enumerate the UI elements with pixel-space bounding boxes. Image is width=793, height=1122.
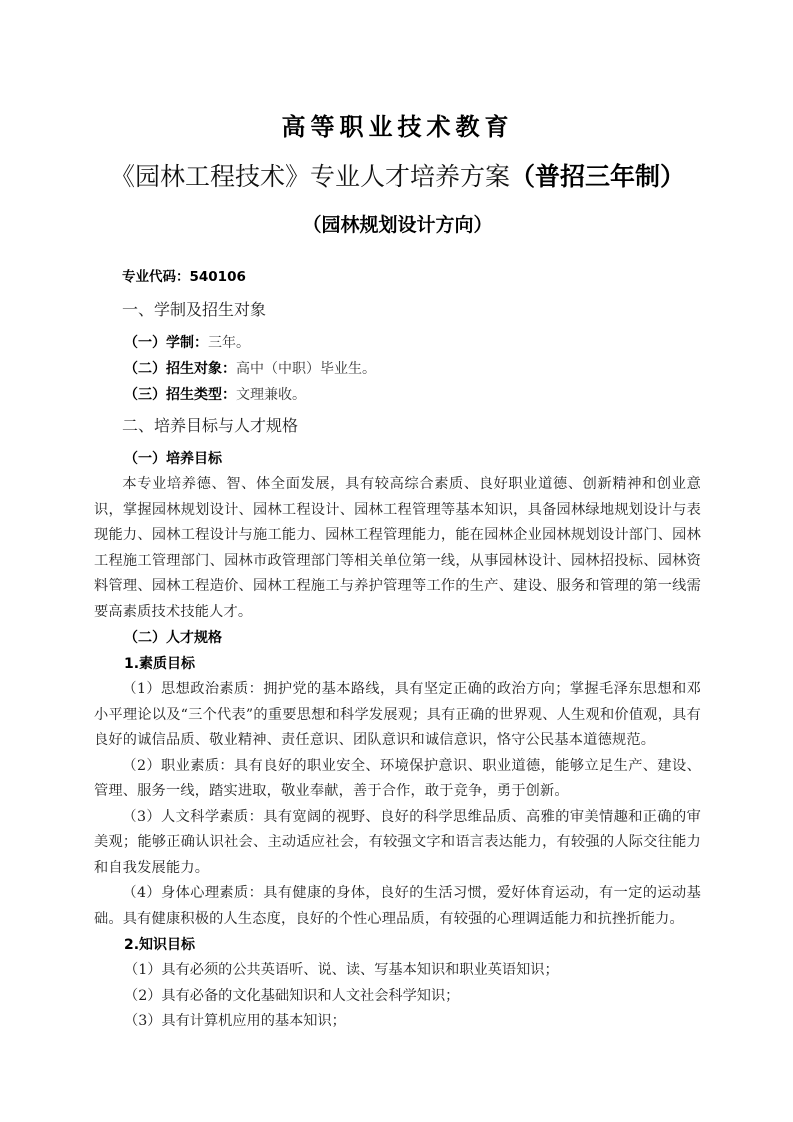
subtitle-program-name: 《园林工程技术》专业人才培养方案 bbox=[109, 162, 510, 191]
major-code bbox=[122, 266, 701, 288]
enrollment-item-target bbox=[124, 356, 701, 382]
quality-goal-physical: （4）身体心理素质：具有健康的身体，良好的生活习惯，爱好体育运动，有一定的运动基础。具有健康积极的人生态度，良好的个性心理品质，有较强的心理调适能力和抗挫折能力。 bbox=[94, 885, 701, 927]
major-code-value: 540106 bbox=[189, 269, 246, 285]
section-heading-1: 一、学制及招生对象 bbox=[122, 300, 267, 319]
training-goal-paragraph: 本专业培养德、智、体全面发展，具有较高综合素质、良好职业道德、创新精神和创业意识，掌握园林规划设计、园林工程设计、园林工程管理等基本知识，具备园林绿地规划设计与表现能力、园林工程设计与施工能力、园林工程管理能力，能在园林企业园林规划设计部门、园林工程施工管理部门、园林市政管理部门等相关单位第一线，从事园林设计、园林招投标、园林资料管理、园林工程造价、园林工程施工与养护管理等工作的生产、建设、服务和管理的第一线需要高素质技术技能人才。 bbox=[94, 476, 701, 620]
item-label: （一）学制： bbox=[124, 335, 208, 351]
subsection-heading-talent-spec: （二）人才规格 bbox=[124, 630, 222, 646]
quality-goal-political: （1）思想政治素质：拥护党的基本路线，具有坚定正确的政治方向；掌握毛泽东思想和邓小平理论以及“三个代表”的重要思想和科学发展观；具有正确的世界观、人生观和价值观，具有良好的诚信品质、敬业精神、责任意识、团队意识和诚信意识，恪守公民基本道德规范。 bbox=[94, 681, 701, 748]
document-page bbox=[94, 110, 701, 1035]
knowledge-goal-item: （1）具有必须的公共英语听、说、读、写基本知识和职业英语知识； bbox=[124, 962, 559, 978]
document-title: 高等职业技术教育 bbox=[281, 113, 514, 141]
document-direction: （园林规划设计方向） bbox=[302, 214, 493, 236]
section-heading-2: 二、培养目标与人才规格 bbox=[122, 416, 299, 435]
item-value: 三年。 bbox=[208, 335, 250, 351]
quality-goal-professional: （2）职业素质：具有良好的职业安全、环境保护意识、职业道德，能够立足生产、建设、管理、服务一线，踏实进取，敬业奉献，善于合作，敢于竞争，勇于创新。 bbox=[94, 757, 701, 799]
knowledge-goal-item: （3）具有计算机应用的基本知识； bbox=[124, 1013, 346, 1029]
enrollment-item-duration bbox=[124, 330, 701, 356]
item-label: （二）招生对象： bbox=[124, 361, 236, 377]
quality-goals-heading: 1.素质目标 bbox=[124, 656, 196, 672]
item-label: （三）招生类型： bbox=[124, 387, 236, 403]
knowledge-goals-heading: 2.知识目标 bbox=[124, 937, 196, 953]
subtitle-program-type: （普招三年制） bbox=[510, 162, 686, 191]
item-value: 文理兼收。 bbox=[236, 387, 306, 403]
knowledge-goal-item: （2）具有必备的文化基础知识和人文社会科学知识； bbox=[124, 987, 460, 1004]
subsection-heading-training-goal: （一）培养目标 bbox=[124, 451, 222, 467]
major-code-label: 专业代码： bbox=[122, 269, 190, 285]
item-value: 高中（中职）毕业生。 bbox=[236, 361, 376, 377]
document-subtitle bbox=[70, 160, 725, 194]
enrollment-item-type bbox=[124, 382, 701, 408]
quality-goal-humanities: （3）人文科学素质：具有宽阔的视野、良好的科学思维品质、高雅的审美情趣和正确的审美观；能够正确认识社会、主动适应社会，有较强文字和语言表达能力，有较强的人际交往能力和自我发展能力。 bbox=[94, 808, 701, 876]
